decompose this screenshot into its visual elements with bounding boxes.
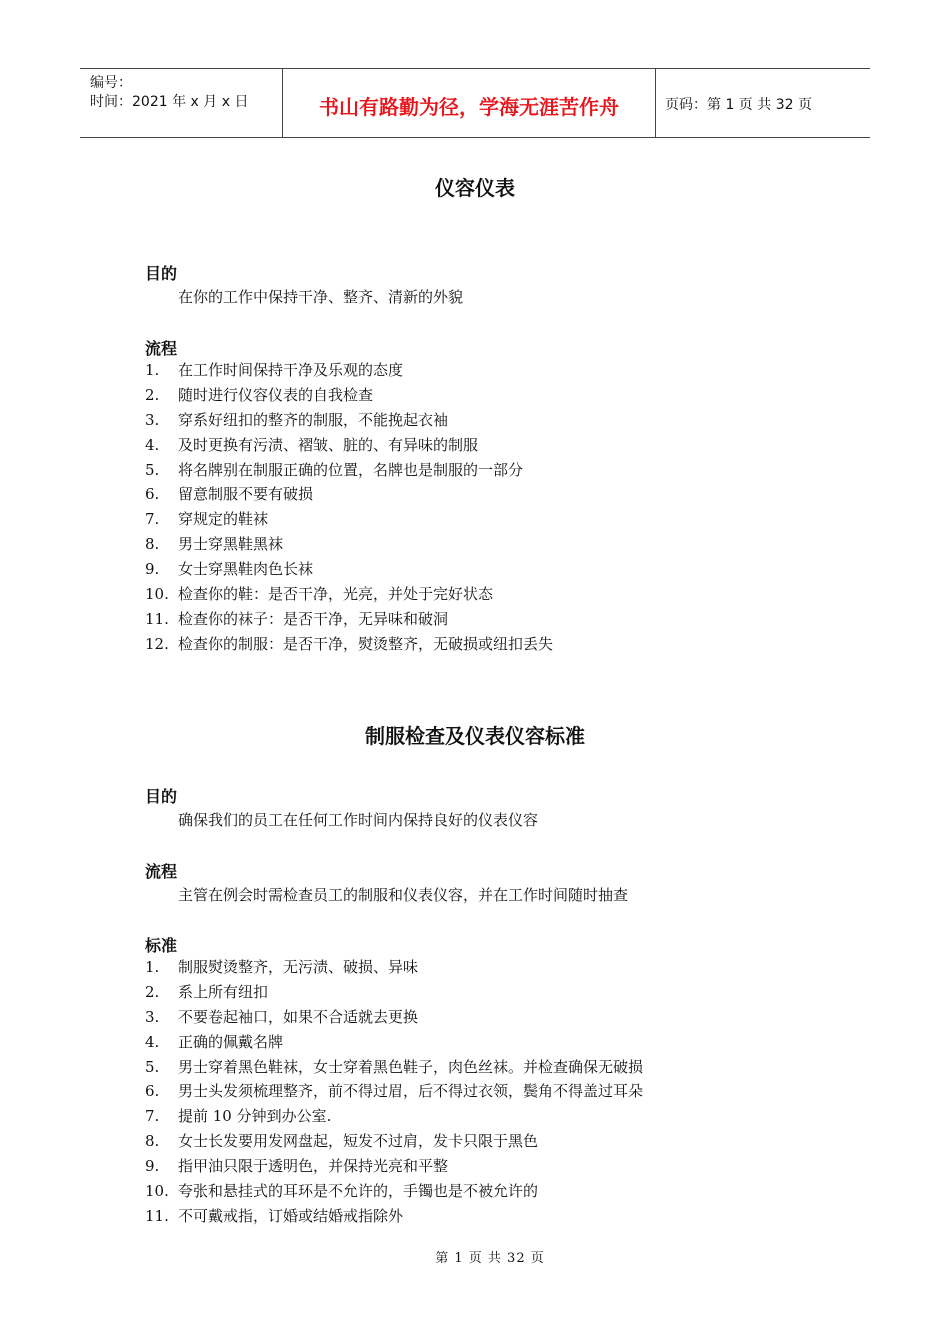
list-item-text: 不可戴戒指，订婚或结婚戒指除外 [178,1206,404,1225]
list-item-number: 4. [145,1032,160,1051]
page-footer: 第 1 页 共 32 页 [435,1251,545,1266]
section1-process-list [145,358,795,657]
list-item [145,408,795,433]
list-item-text: 留意制服不要有破损 [178,485,314,504]
list-item [145,980,795,1005]
header-motto: 书山有路勤为径，学海无涯苦作舟 [319,95,619,119]
list-item [145,383,795,408]
list-item [145,532,795,557]
list-item [145,1005,795,1030]
header-page-cell [655,69,870,137]
list-item-text: 穿规定的鞋袜 [178,510,269,529]
section1-title: 仪容仪表 [435,176,515,200]
list-item [145,1079,795,1104]
list-item [145,1129,795,1154]
section2-purpose-text: 确保我们的员工在任何工作时间内保持良好的仪表仪容 [178,811,539,829]
list-item-number: 5. [145,460,160,479]
list-item-number: 2. [145,982,160,1001]
list-item-text: 指甲油只限于透明色，并保持光亮和平整 [178,1157,449,1176]
list-item [145,1154,795,1179]
list-item [145,607,795,632]
list-item-number: 3. [145,410,160,429]
list-item-number: 5. [145,1057,160,1076]
list-item [145,1030,795,1055]
list-item-text: 在工作时间保持干净及乐观的态度 [178,361,404,379]
list-item-text: 随时进行仪容仪表的自我检查 [178,385,374,404]
list-item-number: 12. [145,634,169,653]
list-item-text: 女士长发要用发网盘起，短发不过肩，发卡只限于黑色 [178,1132,539,1151]
list-item [145,632,795,657]
list-item [145,482,795,507]
list-item-number: 11. [145,1206,169,1225]
list-item-number: 6. [145,1082,160,1101]
list-item-text: 检查你的鞋：是否干净，光亮，并处于完好状态 [178,585,494,604]
list-item-text: 及时更换有污渍、褶皱、脏的、有异味的制服 [178,435,479,454]
list-item-number: 11. [145,609,169,628]
list-item-number: 10. [145,585,169,604]
list-item-text: 制服熨烫整齐，无污渍、破损、异味 [178,958,419,976]
section2-process-text: 主管在例会时需检查员工的制服和仪表仪容，并在工作时间随时抽查 [178,886,629,904]
list-item [145,582,795,607]
list-item [145,433,795,458]
header-motto-cell [282,69,656,137]
list-item [145,557,795,582]
list-item-number: 7. [145,1107,160,1126]
list-item-text: 夸张和悬挂式的耳环是不允许的，手镯也是不被允许的 [178,1182,539,1201]
list-item-number: 9. [145,560,160,579]
list-item-text: 男士穿着黑色鞋袜，女士穿着黑色鞋子，肉色丝袜。并检查确保无破损 [178,1057,644,1076]
list-item-text: 检查你的制服：是否干净，熨烫整齐，无破损或纽扣丢失 [178,634,554,653]
list-item [145,358,795,383]
section2-standard-list [145,955,795,1229]
list-item-number: 3. [145,1007,160,1026]
list-item-text: 不要卷起袖口，如果不合适就去更换 [178,1007,419,1026]
document-number-label: 编号： [90,75,132,91]
list-item-text: 将名牌别在制服正确的位置，名牌也是制服的一部分 [178,460,524,479]
list-item [145,458,795,483]
list-item-text: 系上所有纽扣 [178,982,269,1001]
list-item-number: 1. [145,361,160,379]
list-item [145,1204,795,1229]
list-item [145,1055,795,1080]
section2-purpose-heading: 目的 [145,787,178,806]
section2-title: 制服检查及仪表仪容标准 [365,724,585,748]
section2-standard-heading: 标准 [145,936,178,955]
list-item-text: 提前 10 分钟到办公室. [178,1107,332,1126]
section1-purpose-heading: 目的 [145,264,178,283]
list-item-number: 4. [145,435,160,454]
list-item-number: 8. [145,535,160,554]
list-item-number: 6. [145,485,160,504]
page-header [80,68,870,138]
section1-purpose-text: 在你的工作中保持干净、整齐、清新的外貌 [178,288,464,306]
list-item-text: 正确的佩戴名牌 [178,1032,284,1051]
list-item-number: 10. [145,1182,169,1201]
section1-process-heading: 流程 [145,339,178,358]
list-item [145,1179,795,1204]
list-item-number: 9. [145,1157,160,1176]
list-item-number: 2. [145,385,160,404]
section2-process-heading: 流程 [145,862,178,881]
document-time-label: 时间：2021 年 x 月 x 日 [90,94,249,110]
header-meta-cell [80,69,282,137]
list-item-text: 男士穿黑鞋黑袜 [178,535,284,554]
list-item-number: 1. [145,958,160,976]
list-item-text: 穿系好纽扣的整齐的制服，不能挽起衣袖 [178,410,449,429]
list-item-text: 男士头发须梳理整齐，前不得过眉，后不得过衣领，鬓角不得盖过耳朵 [178,1082,644,1101]
list-item [145,507,795,532]
list-item-number: 8. [145,1132,160,1151]
list-item-text: 检查你的袜子：是否干净，无异味和破洞 [178,609,449,628]
list-item-text: 女士穿黑鞋肉色长袜 [178,560,314,579]
header-page-number: 页码：第 1 页 共 32 页 [665,97,812,113]
list-item [145,955,795,980]
list-item [145,1104,795,1129]
list-item-number: 7. [145,510,160,529]
